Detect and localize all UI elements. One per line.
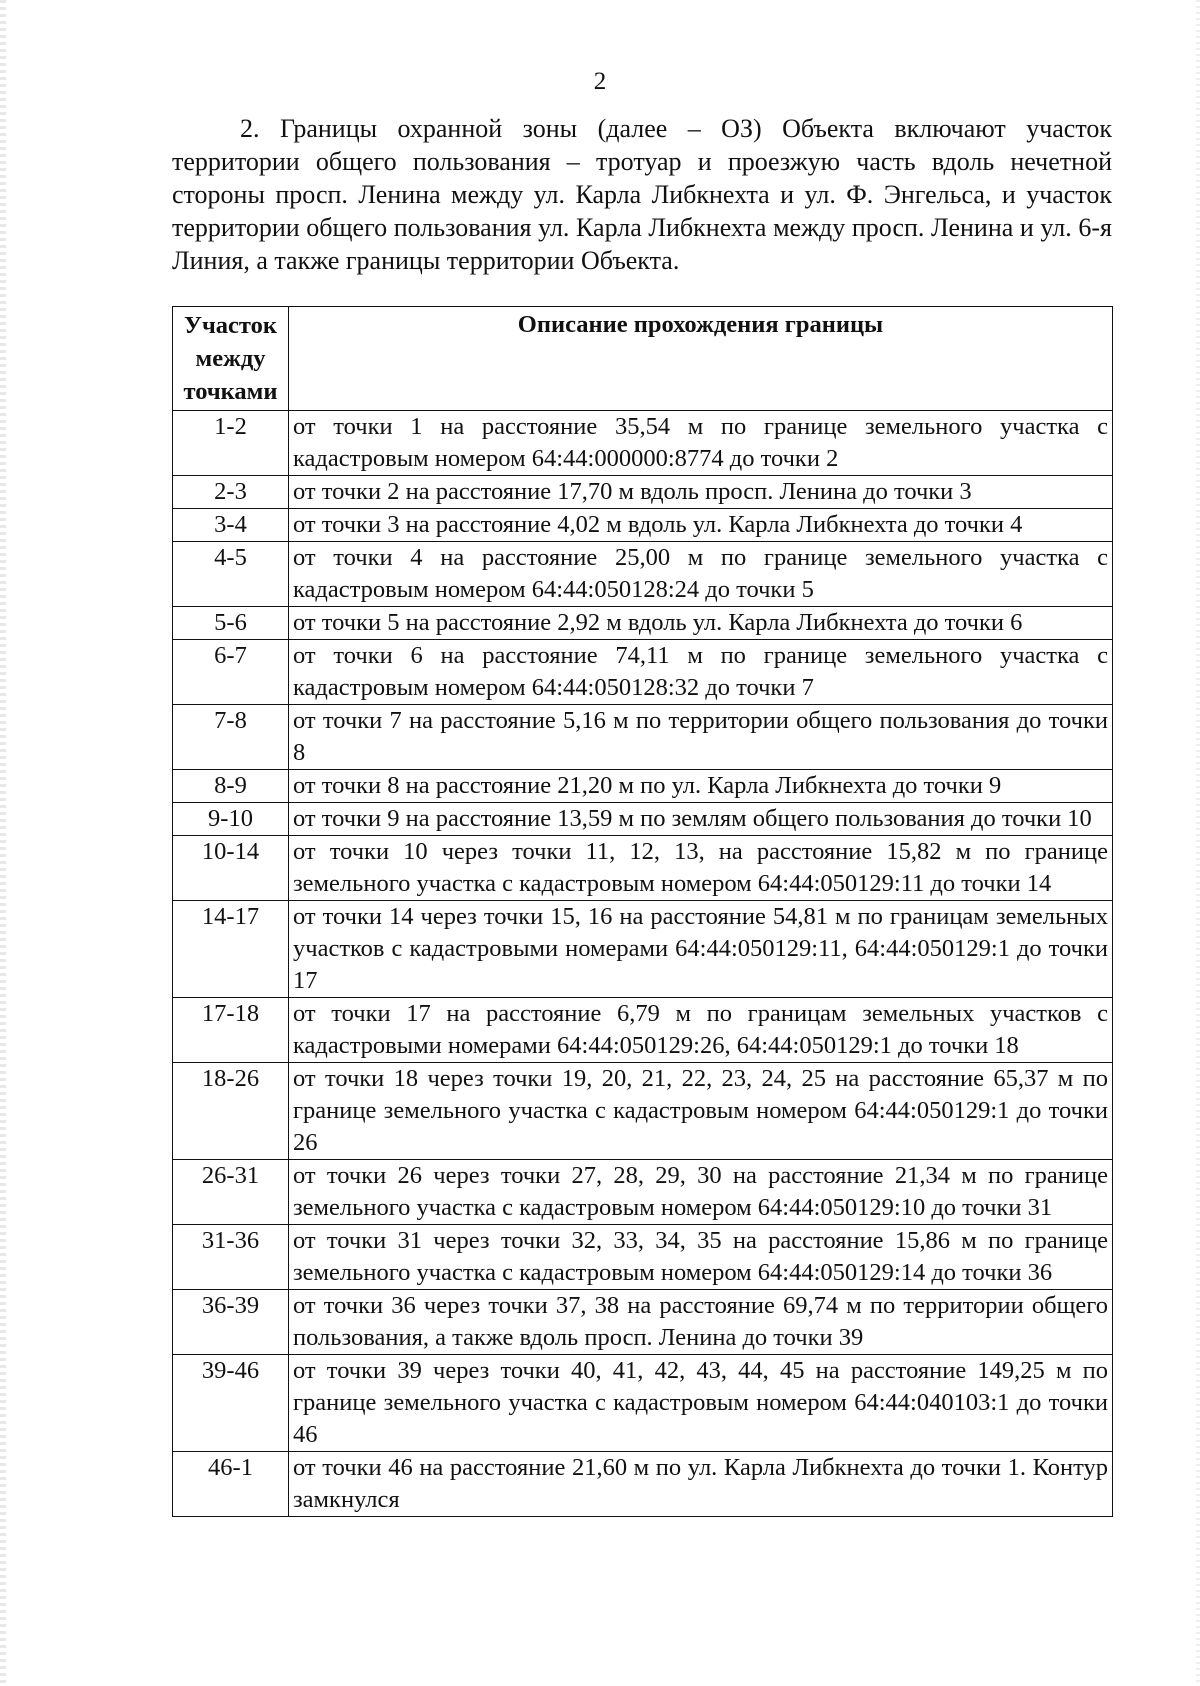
table-row: [173, 836, 1113, 901]
table-row: [173, 1063, 1113, 1160]
table-header-row: [173, 307, 1113, 411]
segment-cell: 2-3: [173, 476, 289, 509]
description-cell: от точки 9 на расстояние 13,59 м по землям общего пользования до точки 10: [289, 803, 1113, 836]
intro-paragraph: 2. Границы охранной зоны (далее – ОЗ) Объекта включают участок территории общего пользования – тротуар и проезжую часть вдоль нечетной стороны просп. Ленина между ул. Карла Либкнехта и ул. Ф. Энгельса, и участок территории общего пользования ул. Карла Либкнехта между просп. Ленина и ул. 6-я Линия, а также границы территории Объекта.: [172, 114, 1112, 275]
table-body: [173, 411, 1113, 1517]
scan-edge-right: [1196, 0, 1200, 1686]
table-row: [173, 411, 1113, 476]
description-cell: от точки 36 через точки 37, 38 на расстояние 69,74 м по территории общего пользования, а также вдоль просп. Ленина до точки 39: [289, 1290, 1113, 1355]
description-cell: от точки 14 через точки 15, 16 на расстояние 54,81 м по границам земельных участков с кадастровыми номерами 64:44:050129:11, 64:44:050129:1 до точки 17: [289, 901, 1113, 998]
segment-cell: 31-36: [173, 1225, 289, 1290]
segment-column-header: Участок между точками: [173, 307, 289, 411]
description-cell: от точки 3 на расстояние 4,02 м вдоль ул. Карла Либкнехта до точки 4: [289, 509, 1113, 542]
description-cell: от точки 5 на расстояние 2,92 м вдоль ул. Карла Либкнехта до точки 6: [289, 607, 1113, 640]
boundary-table: [172, 306, 1113, 1517]
segment-cell: 17-18: [173, 998, 289, 1063]
description-cell: от точки 8 на расстояние 21,20 м по ул. Карла Либкнехта до точки 9: [289, 770, 1113, 803]
table-row: [173, 705, 1113, 770]
segment-cell: 9-10: [173, 803, 289, 836]
description-cell: от точки 39 через точки 40, 41, 42, 43, 44, 45 на расстояние 149,25 м по границе земельного участка с кадастровым номером 64:44:040103:1 до точки 46: [289, 1355, 1113, 1452]
segment-cell: 10-14: [173, 836, 289, 901]
scan-edge-left: [0, 0, 6, 1686]
table-row: [173, 509, 1113, 542]
description-cell: от точки 17 на расстояние 6,79 м по границам земельных участков с кадастровыми номерами 64:44:050129:26, 64:44:050129:1 до точки 18: [289, 998, 1113, 1063]
segment-cell: 4-5: [173, 542, 289, 607]
segment-cell: 8-9: [173, 770, 289, 803]
segment-cell: 7-8: [173, 705, 289, 770]
table-row: [173, 901, 1113, 998]
segment-cell: 1-2: [173, 411, 289, 476]
segment-cell: 14-17: [173, 901, 289, 998]
table-row: [173, 998, 1113, 1063]
segment-cell: 36-39: [173, 1290, 289, 1355]
description-cell: от точки 46 на расстояние 21,60 м по ул. Карла Либкнехта до точки 1. Контур замкнулся: [289, 1452, 1113, 1517]
table-row: [173, 770, 1113, 803]
segment-cell: 46-1: [173, 1452, 289, 1517]
page-number: 2: [593, 68, 607, 95]
description-cell: от точки 6 на расстояние 74,11 м по границе земельного участка с кадастровым номером 64:44:050128:32 до точки 7: [289, 640, 1113, 705]
segment-cell: 39-46: [173, 1355, 289, 1452]
table-row: [173, 1290, 1113, 1355]
segment-cell: 26-31: [173, 1160, 289, 1225]
description-cell: от точки 10 через точки 11, 12, 13, на расстояние 15,82 м по границе земельного участка с кадастровым номером 64:44:050129:11 до точки 14: [289, 836, 1113, 901]
table-row: [173, 542, 1113, 607]
segment-cell: 18-26: [173, 1063, 289, 1160]
table-row: [173, 476, 1113, 509]
description-cell: от точки 18 через точки 19, 20, 21, 22, 23, 24, 25 на расстояние 65,37 м по границе земельного участка с кадастровым номером 64:44:050129:1 до точки 26: [289, 1063, 1113, 1160]
table-row: [173, 1452, 1113, 1517]
table-row: [173, 607, 1113, 640]
description-column-header: Описание прохождения границы: [289, 307, 1113, 411]
table-row: [173, 1160, 1113, 1225]
segment-cell: 3-4: [173, 509, 289, 542]
table-row: [173, 1355, 1113, 1452]
description-cell: от точки 1 на расстояние 35,54 м по границе земельного участка с кадастровым номером 64:44:000000:8774 до точки 2: [289, 411, 1113, 476]
description-cell: от точки 7 на расстояние 5,16 м по территории общего пользования до точки 8: [289, 705, 1113, 770]
table-row: [173, 640, 1113, 705]
table-row: [173, 803, 1113, 836]
table-row: [173, 1225, 1113, 1290]
description-cell: от точки 2 на расстояние 17,70 м вдоль просп. Ленина до точки 3: [289, 476, 1113, 509]
segment-cell: 5-6: [173, 607, 289, 640]
description-cell: от точки 31 через точки 32, 33, 34, 35 на расстояние 15,86 м по границе земельного участка с кадастровым номером 64:44:050129:14 до точки 36: [289, 1225, 1113, 1290]
description-cell: от точки 4 на расстояние 25,00 м по границе земельного участка с кадастровым номером 64:44:050128:24 до точки 5: [289, 542, 1113, 607]
segment-cell: 6-7: [173, 640, 289, 705]
description-cell: от точки 26 через точки 27, 28, 29, 30 на расстояние 21,34 м по границе земельного участка с кадастровым номером 64:44:050129:10 до точки 31: [289, 1160, 1113, 1225]
